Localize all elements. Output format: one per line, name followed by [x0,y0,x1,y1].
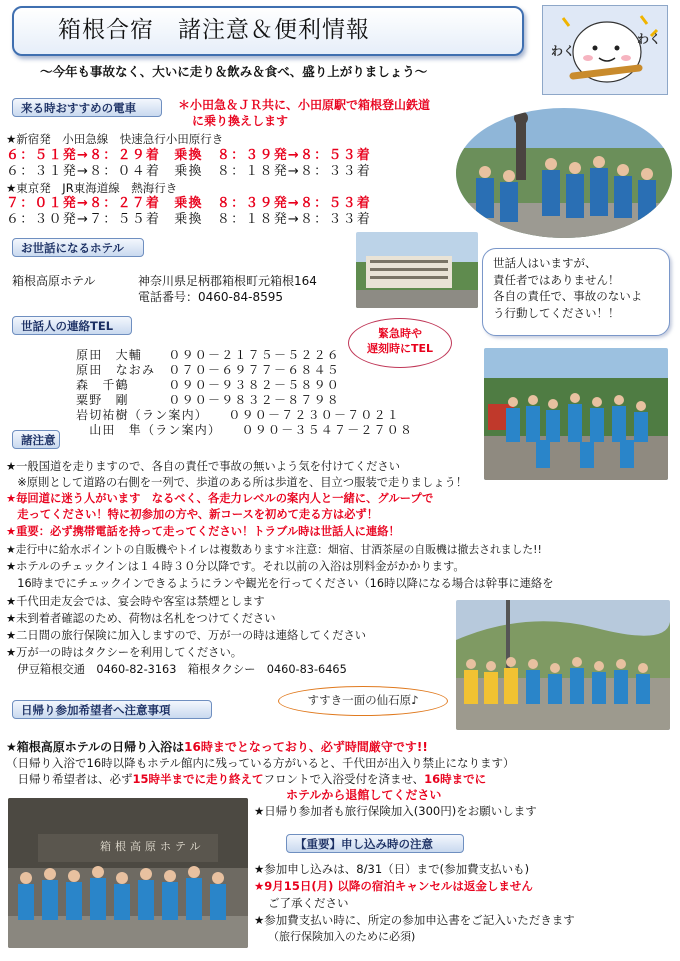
contact-row: 原田 なおみ ０７０－６９７７－６８４５ [76,363,341,377]
hotel-phone: 電話番号：0460-84-8595 [138,290,284,304]
apply-line: ★参加申し込みは、8/31（日）まで(参加費支払いも) [254,862,530,876]
hotel-name: 箱根高原ホテル [12,274,96,288]
daytrip-line5: ★日帰り参加者も旅行保険加入(300円)をお願いします [254,804,537,818]
subtitle: ～今年も事故なく、大いに走り＆飲み＆食べ、盛り上がりましょう～ [40,64,428,79]
daytrip-line2: （日帰り入浴で16時以降もホテル館内に残っている方がいると、千代田が出入り禁止になります） [6,756,515,770]
daytrip-line3-c: フロントで入浴受付を済ませ、 [263,772,425,786]
section-heading-notes: 諸注意 [12,430,60,449]
callout-line: う行動してください！！ [493,306,620,321]
note-line: ★走行中に給水ポイントの自販機やトイレは複数あります＊注意：畑宿、甘酒茶屋の自販機は撤去されました!! [6,543,542,556]
contact-row: 原田 大輔 ０９０－２１７５－５２２６ [76,348,341,362]
note-line: ★ホテルのチェックインは１４時３０分以降です。それ以前の入浴は別料金がかかります。 [6,560,465,573]
daytrip-line1 [6,740,428,756]
train-row: ６：３０発→７：５５着 乗換 ８：１８発→８：３３着 [6,212,371,227]
apply-line: ご了承ください [268,896,349,910]
daytrip-line3-d: 16時までに [424,772,487,786]
note-line: ★万が一の時はタクシーを利用してください。 [6,646,243,659]
responsibility-callout [482,248,670,336]
page-title-text: 箱根合宿 諸注意＆便利情報 [58,17,370,44]
daytrip-line3-b: 15時半までに走り終えて [132,772,264,786]
apply-line: ★9月15日(月) 以降の宿泊キャンセルは返金しません [254,879,533,893]
hotel-address: 神奈川県足柄郡箱根町元箱根164 [138,274,317,288]
photo-hotel-building [356,232,478,308]
apply-line: （旅行保険加入のために必須) [268,930,416,943]
mascot-illustration [542,5,668,95]
apply-line: ★参加費支払い時に、所定の参加申込書をご記入いただきます [254,913,575,927]
daytrip-line1-a: ★箱根高原ホテルの日帰り入浴は [6,740,185,754]
daytrip-line4: ホテルから退館してください [286,788,442,802]
train-row: ６：３１発→８：０４着 乗換 ８：１８発→８：３３着 [6,164,371,179]
contact-row: 岩切祐樹（ラン案内） ０９０－７２３０－７０２１ [76,408,401,422]
photo-statue-group [456,108,672,238]
emergency-bubble-line: 遅刻時にTEL [366,341,434,355]
note-line: ★千代田走友会では、宴会時や客室は禁煙とします [6,595,265,608]
trains-note-line2: に乗り換えします [192,114,289,128]
emergency-bubble [348,318,452,368]
section-heading-contacts: 世話人の連絡TEL [12,316,132,335]
daytrip-line3 [6,772,486,787]
section-heading-trains: 来る時おすすめの電車 [12,98,162,117]
mascot-right-text: わく [637,32,662,46]
contact-row: 森 千鶴 ０９０－９３８２－５８９０ [76,378,341,392]
note-line: 走ってください！特に初参加の方や、新コースを初めて走る方は必ず！ [6,508,379,521]
callout-line: 責任者ではありません！ [493,272,620,287]
note-line: ★一般国道を走りますので、各自の責任で事故の無いよう気を付けてください [6,460,400,473]
note-line: 伊豆箱根交通 0460-82-3163 箱根タクシー 0460-83-6465 [6,663,347,676]
train-row: ★新宿発 小田急線 快速急行小田原行き [6,132,224,146]
callout-line: 世話人はいますが、 [493,256,597,270]
contact-row: 粟野 剛 ０９０－９８３２－８７９８ [76,393,341,407]
daytrip-line3-a: 日帰り希望者は、必ず [6,772,133,786]
daytrip-line1-b: 16時までとなっており、必ず時間厳守です!! [184,740,428,754]
susuki-caption: すすき一面の仙石原♪ [307,693,419,707]
section-heading-apply: 【重要】申し込み時の注意 [286,834,464,853]
callout-line: 各自の責任で、事故のないよ [493,289,643,304]
train-row: ７：０１発→８：２７着 乗換 ８：３９発→８：５３着 [6,196,371,211]
hotel-sign-text: 箱根高原ホテル [100,840,205,853]
note-line: ★二日間の旅行保険に加入しますので、万が一の時は連絡してください [6,629,367,642]
note-line: ★重要：必ず携帯電話を持って走ってください！トラブル時は世話人に連絡！ [6,525,400,538]
section-heading-hotel: お世話になるホテル [12,238,144,257]
mascot-left-text: わく [551,44,576,58]
section-heading-daytrip: 日帰り参加希望者へ注意事項 [12,700,212,719]
susuki-caption-bubble [278,686,448,716]
photo-hotel-entrance-group [8,798,248,948]
note-line: ★未到着者確認のため、荷物は名札をつけてください [6,612,276,625]
page-title [12,6,524,56]
note-line: 16時までにチェックインできるようにランや観光を行ってください（16時以降になる場合は幹事に連絡を [6,577,554,590]
note-line: ※原則として道路の右側を一列で、歩道のある所は歩道を、目立つ服装で走りましょう！ [6,476,468,489]
note-line: ★毎回道に迷う人がいます なるべく、各走力レベルの案内人と一緒に、グループで [6,492,434,505]
emergency-bubble-line: 緊急時や [378,327,422,340]
train-row: ★東京発 JR東海道線 熱海行き [6,181,178,195]
photo-susuki-field [456,600,670,730]
contact-row: 山田 隼（ラン案内） ０９０－３５４７－２７０８ [76,423,414,437]
train-row: ６：５１発→８：２９着 乗換 ８：３９発→８：５３着 [6,148,371,163]
photo-group-riverside [484,348,668,480]
trains-note-line1: ＊小田急＆ＪＲ共に、小田原駅で箱根登山鉄道 [178,98,431,112]
